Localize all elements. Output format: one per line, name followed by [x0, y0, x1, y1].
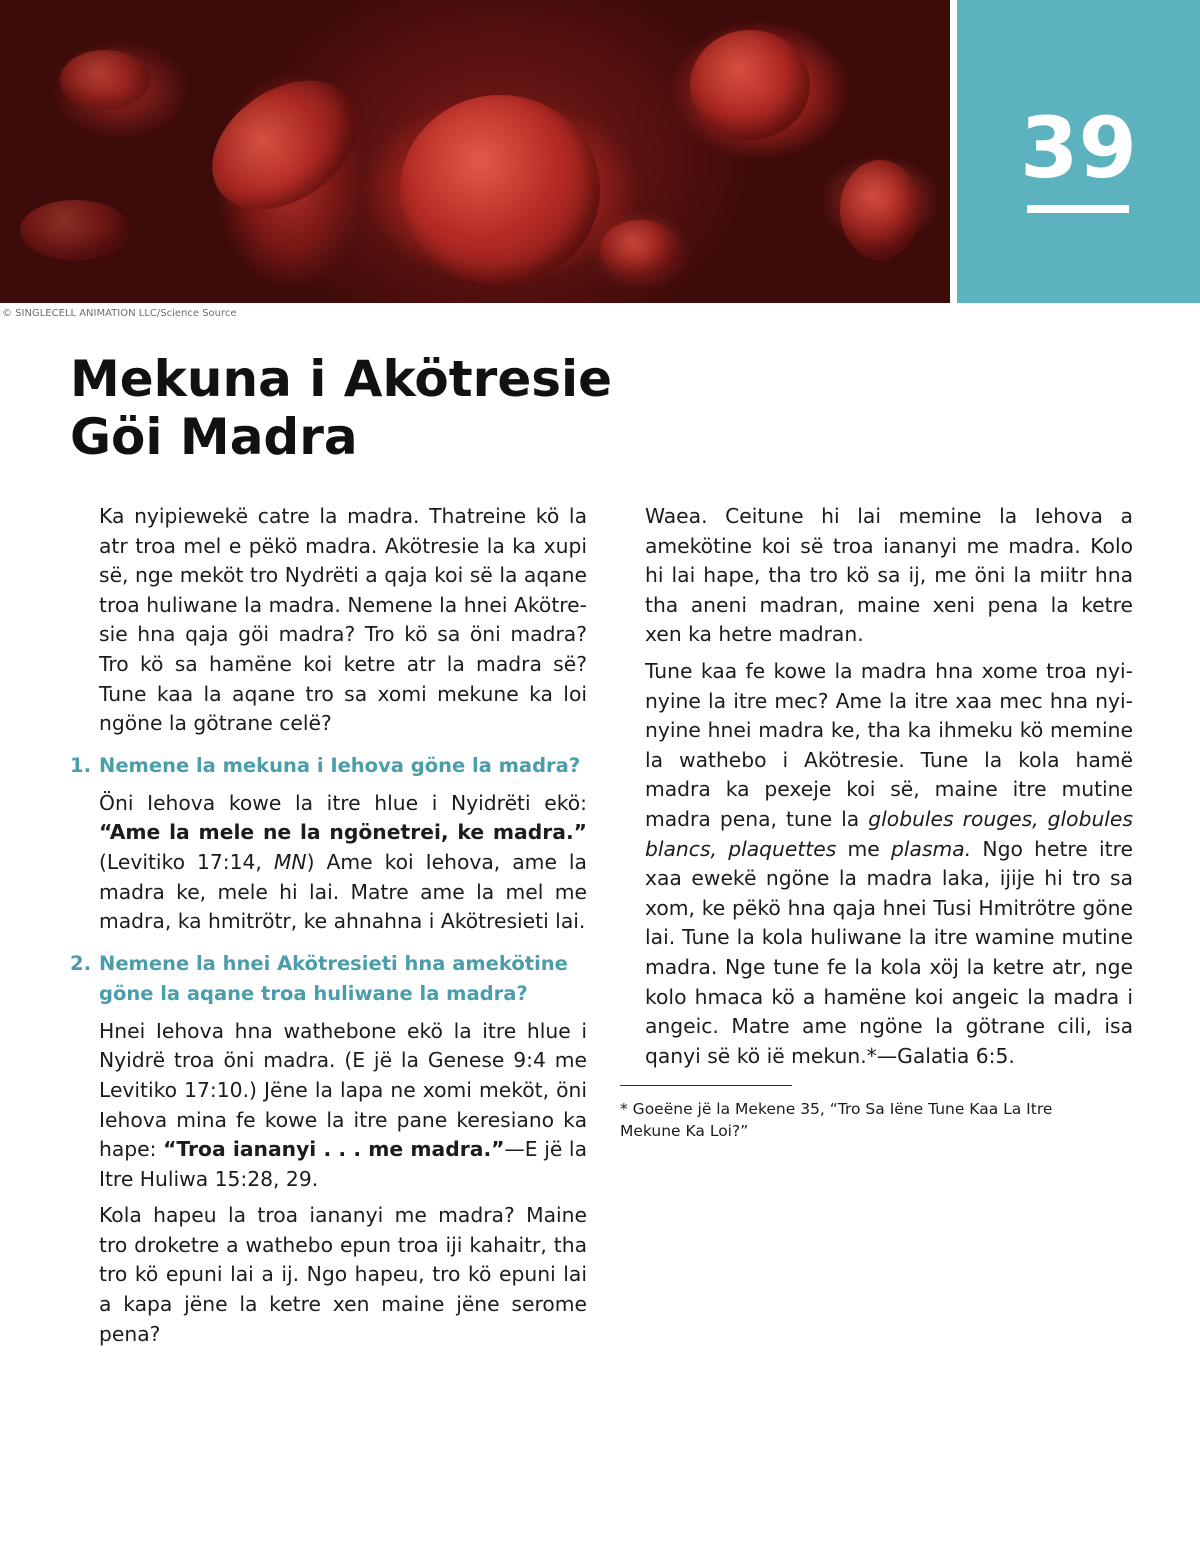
footnote: * Goeëne jë la Mekene 35, “Tro Sa Iëne Tune Kaa La Itre Mekune Ka Loi?”: [620, 1100, 1053, 1141]
blood-cell-image: [840, 160, 920, 260]
question-1: [70, 751, 587, 781]
header-image: [0, 0, 950, 303]
section-1-text-start: Öni Iehova kowe la itre hlue i Nyidrëti ekö:: [99, 790, 587, 815]
lesson-number-underline: [1027, 205, 1129, 213]
page-title-line-1: Mekuna i Akötresie: [70, 350, 613, 408]
intro-paragraph: Ka nyipiewekë catre la madra. Thatreine kö la atr troa mel e pëkö madra. Akötresie la ka xupi së, nge meköt tro Nydrëti a qaja koi së la aqane troa huliwane la madra. Nemene la hnei Akötresie hna qaja göi madra? Tro kö sa öni madra? Tro kö sa hamëne koi ketre atr la madra së? Tune kaa la aqane tro sa xomi mekune ka loi ngöne la götrane celë?: [99, 504, 587, 736]
blood-cell-image: [600, 220, 680, 280]
right-column: [620, 502, 1133, 1142]
blood-cell-image: [690, 30, 810, 140]
section-2-p3-text-c: Ngo hetre itre xaa ewekë ngöne la madra laka, ijije hi tro sa xom, ke pëkö hna qaja hnei Tusi Hmitrötre göne lai. Tune la kola huliwane la itre wamine mutine madra. Nge tune fe la kola xöj la ketre atr, nge kolo hmaca kö a hamëne koi angeic la madra i angeic. Matre ame ngöne la götrane cili, isa qanyi së kö ië mekun.*—Galatia 6:5.: [645, 836, 1133, 1068]
blood-components-italic: globules rouges, globules blancs, plaquettes: [645, 806, 1133, 861]
section-2-text-end: —E jë la Itre Huliwa 15:28, 29.: [99, 1137, 587, 1191]
section-2-paragraph-2-continued: Waea. Ceitune hi lai memine la Iehova a amekötine koi së troa iananyi me madra. Kolo hi lai hape, tha tro kö sa ij, me öni la miitr hna tha aneni madran, maine xeni pena la ketre xen ka hetre madran.: [645, 504, 1133, 647]
image-credit: © SINGLECELL ANIMATION LLC/Science Source: [2, 308, 237, 319]
section-1-text-end: ) Ame koi Iehova, ame la madra ke, mele hi lai. Matre ame la mel me madra, ka hmitrötr, ke ahnahna i Akötresieti lai.: [99, 849, 587, 934]
question-1-number: 1.: [70, 753, 91, 777]
blood-cell-image: [400, 95, 600, 285]
blood-cell-image: [60, 50, 150, 110]
page-title-line-2: Göi Madra: [70, 408, 358, 466]
page-title: [70, 350, 770, 466]
bible-version-abbr: MN: [273, 849, 307, 874]
section-1-text-mid: (Levitiko 17:14,: [99, 849, 274, 874]
section-2-p3-text-b: me: [836, 836, 892, 861]
left-column: [70, 502, 587, 1356]
blood-cell-image: [188, 54, 382, 236]
question-2-text: Nemene la hnei Akötresieti hna amekötine göne la aqane troa huliwane la madra?: [99, 951, 568, 1005]
section-2-paragraph-1: [99, 1017, 587, 1195]
plasma-italic: plasma.: [891, 836, 972, 861]
section-2-p3-text-a: Tune kaa fe kowe la madra hna xome troa nyinyine la itre mec? Ame la itre xaa mec hna nyinyine hnei madra ke, tha ka ihmeku kö memine la wathebo i Akötresie. Tune la kola hamë madra ka pexeje koi së, maine itre mutine madra pena, tune la: [645, 658, 1133, 831]
section-2-paragraph-3: [645, 657, 1133, 1071]
section-1-paragraph: [99, 789, 587, 937]
scripture-quote: “Ame la mele ne la ngönetrei, ke madra.”: [99, 820, 587, 845]
section-2-text-start: Hnei Iehova hna wathebone ekö la itre hlue i Nyidrë troa öni madra. (E jë la Genese 9:4 me Levitiko 17:10.) Jëne la lapa ne xomi meköt, öni Iehova mina fe kowe la itre pane keresiano ka hape:: [99, 1018, 587, 1162]
footnote-divider: [620, 1085, 792, 1086]
lesson-number: 39: [1020, 99, 1137, 197]
blood-cell-image: [20, 200, 130, 260]
lesson-number-badge: [957, 0, 1200, 303]
question-2: [70, 949, 587, 1009]
question-1-text: Nemene la mekuna i Iehova göne la madra?: [99, 753, 581, 777]
section-2-paragraph-2: Kola hapeu la troa iananyi me madra? Maine tro droketre a wathebo epun troa iji kahaitr, tha tro kö epuni lai a ij. Ngo hapeu, tro kö epuni lai a kapa jëne la ketre xen maine jëne serome pena?: [99, 1203, 587, 1346]
question-2-number: 2.: [70, 951, 91, 975]
scripture-quote: “Troa iananyi . . . me madra.”: [163, 1137, 505, 1162]
